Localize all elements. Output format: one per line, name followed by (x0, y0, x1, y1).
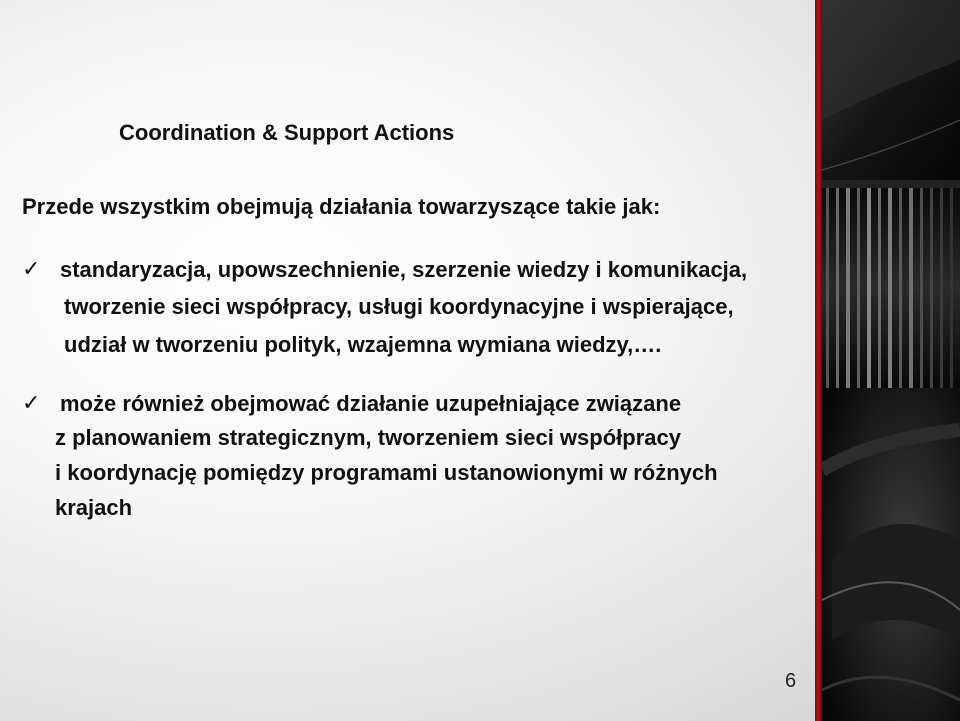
check-icon: ✓ (22, 391, 41, 416)
dark-leather-image (822, 0, 960, 721)
bullet-2-line-4: krajach (55, 495, 133, 520)
bullet-1-line-1: standaryzacja, upowszechnienie, szerzenie wiedzy i komunikacja, (60, 257, 748, 282)
bullet-2-line-2: z planowaniem strategicznym, tworzeniem sieci współpracy (55, 425, 681, 450)
bullet-2-line-3: i koordynację pomiędzy programami ustanowionymi w różnych (55, 460, 718, 485)
bullet-1-line-2: tworzenie sieci współpracy, usługi koordynacyjne i wspierające, (64, 294, 734, 319)
accent-divider (815, 0, 822, 721)
bullet-2-line-1: może również obejmować działanie uzupełniające związane (60, 391, 682, 416)
decorative-photo (822, 0, 960, 721)
slide-title: Coordination & Support Actions (119, 120, 455, 145)
check-icon: ✓ (22, 257, 41, 282)
bullet-1-line-3: udział w tworzeniu polityk, wzajemna wymiana wiedzy,…. (64, 332, 662, 357)
intro-text: Przede wszystkim obejmują działania towarzyszące takie jak: (22, 194, 661, 219)
page-number: 6 (785, 670, 797, 692)
